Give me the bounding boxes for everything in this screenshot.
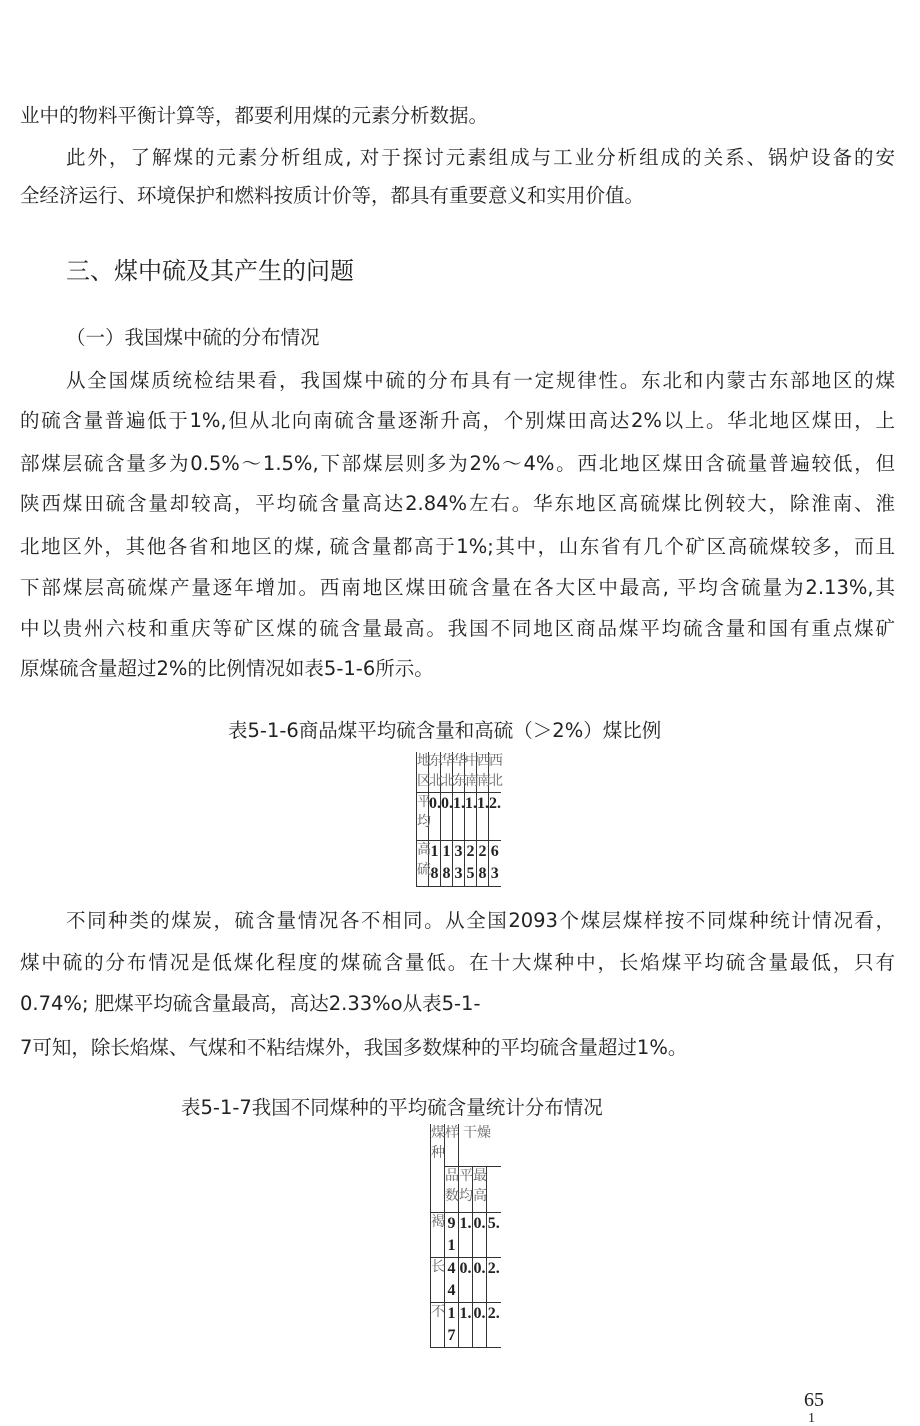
table-cell: 中南 (465, 752, 477, 793)
table-cell: 17 (445, 1302, 459, 1347)
table-cell: 高硫 (417, 841, 429, 887)
page-number-sub: 1 (808, 1411, 815, 1426)
table-cell: 地区 (417, 752, 429, 793)
table-cell: 2. (487, 1302, 501, 1347)
table-cell: 平均 (417, 793, 429, 841)
table-header-row (431, 1124, 501, 1166)
page-number: 65 (804, 1389, 824, 1411)
table-cell: 1. (459, 1212, 473, 1257)
table-cell-text: 煤 (431, 1126, 445, 1141)
text-line: 原煤硫含量超过2%的比例情况如表5-1-6所示。 (20, 657, 434, 680)
table-row (431, 1302, 501, 1347)
table-header-row (417, 752, 501, 793)
table-cell: 5. (487, 1212, 501, 1257)
table-cell: 18 (441, 841, 453, 887)
text-line: 从全国煤质统检结果看，我国煤中硫的分布具有一定规律性。东北和内蒙古东部地区的煤 (66, 369, 895, 392)
text-line: 陕西煤田硫含量却较高，平均硫含量高达2.84%左右。华东地区高硫煤比例较大，除淮南、淮 (20, 492, 895, 515)
table-cell: 0. (473, 1302, 487, 1347)
table-cell: 1. (453, 793, 465, 841)
text-line: 下部煤层高硫煤产量逐年增加。西南地区煤田硫含量在各大区中最高, 平均含硫量为2.13%,其 (20, 576, 895, 599)
text-line: 的硫含量普遍低于1%,但从北向南硫含量逐渐升高，个别煤田高达2%以上。华北地区煤田，上 (20, 409, 895, 432)
text-line: 部煤层硫含量多为0.5%～1.5%,下部煤层则多为2%～4%。西北地区煤田含硫量普遍较低，但 (20, 452, 895, 475)
text-line: 业中的物料平衡计算等，都要利用煤的元素分析数据。 (20, 104, 489, 127)
text-line: 0.74%; 肥煤平均硫含量最高，高达2.33%o从表5-1- (20, 992, 481, 1015)
table-cell: 18 (429, 841, 441, 887)
sulfur-by-region-table (416, 752, 501, 887)
table-cell: 33 (453, 841, 465, 887)
table-row (431, 1212, 501, 1257)
subsection-heading: （一）我国煤中硫的分布情况 (66, 326, 320, 349)
table-row (417, 841, 501, 887)
text-line: 北地区外，其他各省和地区的煤, 硫含量都高于1%;其中，山东省有几个矿区高硫煤较多，而且 (20, 535, 895, 558)
table-cell: 0. (441, 793, 453, 841)
text-line: 煤中硫的分布情况是低煤化程度的煤硫含量低。在十大煤种中，长焰煤平均硫含量最低，只有 (20, 951, 895, 974)
table-caption: 表5-1-6商品煤平均硫含量和高硫（＞2%）煤比例 (228, 719, 662, 742)
sulfur-by-coal-type-table (430, 1124, 501, 1348)
table-cell: 0. (429, 793, 441, 841)
table-cell (487, 1166, 501, 1212)
table-cell: 1. (465, 793, 477, 841)
table-row (417, 793, 501, 841)
table-caption: 表5-1-7我国不同煤种的平均硫含量统计分布情况 (181, 1096, 603, 1119)
table-cell: 25 (465, 841, 477, 887)
text-line: 此外，了解煤的元素分析组成, 对于探讨元素组成与工业分析组成的关系、锅炉设备的安 (66, 146, 895, 169)
table-cell: 28 (477, 841, 489, 887)
table-cell: 长 (431, 1257, 445, 1302)
table-cell: 0. (459, 1257, 473, 1302)
table-cell: 西北 (489, 752, 501, 793)
table-row (431, 1257, 501, 1302)
table-cell: 华北 (441, 752, 453, 793)
table-cell: 2. (489, 793, 501, 841)
table-cell: 褐 (431, 1212, 445, 1257)
text-line: 中以贵州六枝和重庆等矿区煤的硫含量最高。我国不同地区商品煤平均硫含量和国有重点煤矿 (20, 617, 895, 640)
text-line: 7可知，除长焰煤、气煤和不粘结煤外，我国多数煤种的平均硫含量超过1%。 (20, 1036, 688, 1059)
table-cell: 品数 (445, 1166, 459, 1212)
table-cell: 91 (445, 1212, 459, 1257)
text-line: 全经济运行、环境保护和燃料按质计价等，都具有重要意义和实用价值。 (20, 184, 645, 207)
table-cell: 华东 (453, 752, 465, 793)
table-cell: 样 (445, 1124, 459, 1166)
text-line: 不同种类的煤炭，硫含量情况各不相同。从全国2093个煤层煤样按不同煤种统计情况看， (66, 909, 895, 932)
table-cell: 干燥 (459, 1124, 501, 1166)
table-cell: 63 (489, 841, 501, 887)
table-cell: 平均 (459, 1166, 473, 1212)
table-cell: 1. (459, 1302, 473, 1347)
table-cell: 1. (477, 793, 489, 841)
table-cell: 0. (473, 1212, 487, 1257)
table-cell: 西南 (477, 752, 489, 793)
table-cell: 2. (487, 1257, 501, 1302)
section-heading: 三、煤中硫及其产生的问题 (66, 257, 354, 285)
table-cell-text: 种 (431, 1146, 445, 1161)
table-cell: 东北 (429, 752, 441, 793)
table-cell: 最高 (473, 1166, 487, 1212)
table-cell: 44 (445, 1257, 459, 1302)
table-cell: 不 (431, 1302, 445, 1347)
table-cell: 0. (473, 1257, 487, 1302)
table-cell (431, 1124, 445, 1212)
